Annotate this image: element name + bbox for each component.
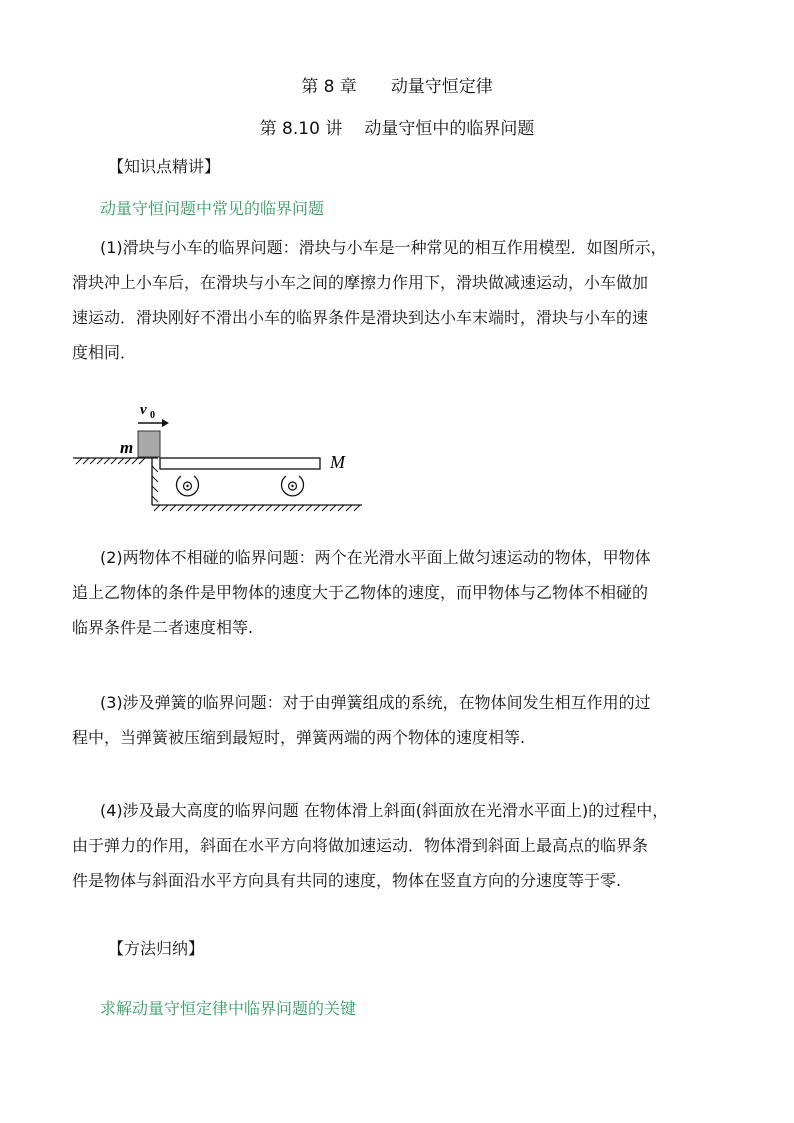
lecture-title — [0, 114, 794, 139]
item-3-line: (3)涉及弹簧的临界问题：对于由弹簧组成的系统，在物体间发生相互作用的过 — [100, 693, 651, 712]
svg-text:v: v — [140, 402, 147, 418]
cart-plank — [160, 458, 320, 469]
method-heading: 【方法归纳】 — [108, 939, 205, 958]
item-4-line: 由于弹力的作用，斜面在水平方向将做加速运动．物体滑到斜面上最高点的临界条 — [72, 836, 649, 855]
item-2 — [72, 540, 742, 645]
cart-wheel — [177, 476, 199, 496]
cart-wheel — [282, 476, 304, 496]
item-3 — [72, 685, 742, 755]
knowledge-heading: 【知识点精讲】 — [108, 157, 221, 176]
item-1-line: 度相同． — [72, 343, 137, 362]
lecture-name: 动量守恒中的临界问题 — [364, 119, 535, 139]
sliding-block — [138, 431, 160, 457]
item-1-line: (1)滑块与小车的临界问题：滑块与小车是一种常见的相互作用模型．如图所示， — [100, 238, 667, 257]
step-wall-hatch — [152, 466, 158, 502]
item-1-line: 滑块冲上小车后，在滑块与小车之间的摩擦力作用下，滑块做减速运动，小车做加 — [72, 273, 649, 292]
item-2-line: 临界条件是二者速度相等. — [72, 618, 254, 637]
method-subheading: 求解动量守恒定律中临界问题的关键 — [100, 999, 357, 1018]
item-2-line: 追上乙物体的条件是甲物体的速度大于乙物体的速度，而甲物体与乙物体不相碰的 — [72, 583, 649, 602]
item-3-line: 程中，当弹簧被压缩到最短时，弹簧两端的两个物体的速度相等. — [72, 728, 526, 747]
knowledge-subheading: 动量守恒问题中常见的临界问题 — [100, 199, 325, 218]
cart-block-diagram — [70, 396, 370, 516]
item-2-line: (2)两物体不相碰的临界问题：两个在光滑水平面上做匀速运动的物体，甲物体 — [100, 548, 651, 567]
cart-label: M — [330, 452, 345, 472]
item-4-line: 件是物体与斜面沿水平方向具有共同的速度，物体在竖直方向的分速度等于零. — [72, 871, 622, 890]
chapter-name: 动量守恒定律 — [390, 77, 493, 97]
item-1-line: 速运动．滑块刚好不滑出小车的临界条件是滑块到达小车末端时，滑块与小车的速 — [72, 308, 649, 327]
left-ground-hatch — [76, 458, 145, 464]
chapter-title — [0, 72, 794, 97]
item-4-line: (4)涉及最大高度的临界问题 在物体滑上斜面(斜面放在光滑水平面上)的过程中， — [100, 801, 669, 820]
lecture-number: 第 8.10 讲 — [259, 119, 343, 139]
item-1 — [72, 230, 742, 370]
item-4 — [72, 793, 742, 898]
lower-ground-hatch — [154, 505, 360, 511]
velocity-label — [140, 402, 155, 421]
chapter-number: 第 8 章 — [301, 77, 357, 97]
svg-text:0: 0 — [150, 410, 155, 421]
block-label: m — [120, 438, 134, 457]
